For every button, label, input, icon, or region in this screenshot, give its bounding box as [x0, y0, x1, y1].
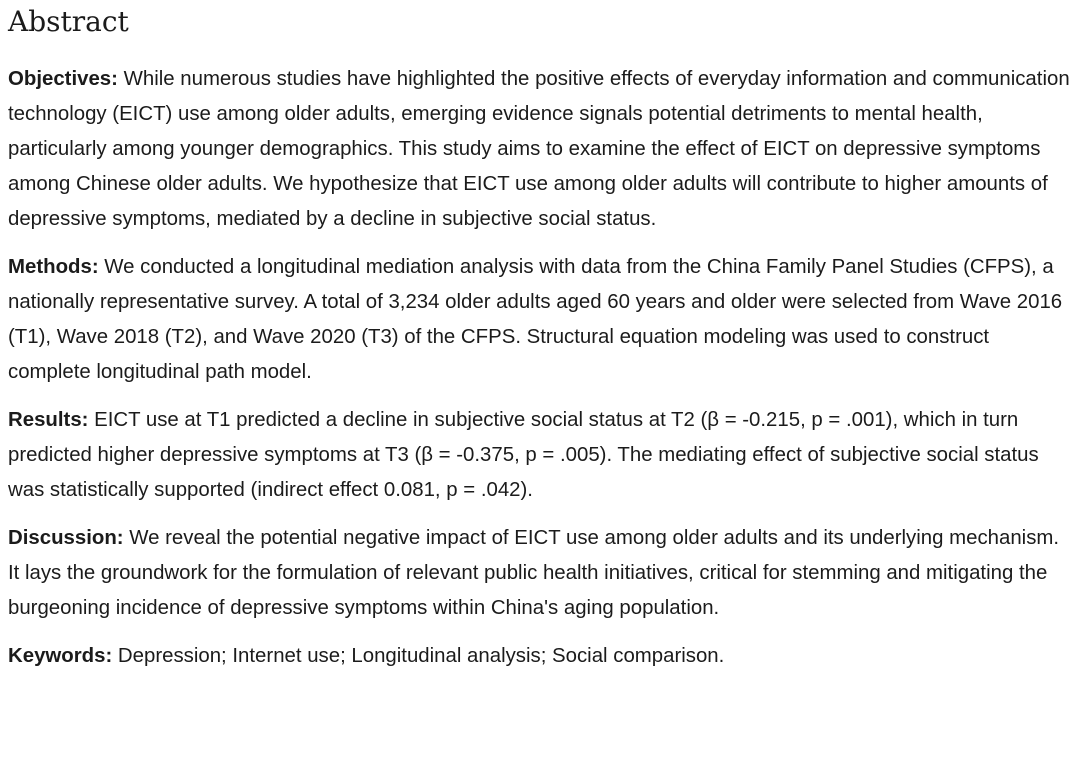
methods-text: We conducted a longitudinal mediation analysis with data from the China Family Panel Studies (CFPS), a nationally representative survey. A total of 3,234 older adults aged 60 years and older were selected from Wave 2016 (T1), Wave 2018 (T2), and Wave 2020 (T3) of the CFPS. Structural equation modeling was used to construct complete longitudinal path model.: [8, 256, 1063, 383]
objectives-paragraph: [8, 62, 1074, 237]
keywords-label: Keywords:: [8, 645, 113, 667]
objectives-label: Objectives:: [8, 68, 118, 90]
results-text: EICT use at T1 predicted a decline in subjective social status at T2 (β = -0.215, p = .001), which in turn predicted higher depressive symptoms at T3 (β = -0.375, p = .005). The mediating effect of subjective social status was statistically supported (indirect effect 0.081, p = .042).: [8, 409, 1039, 501]
discussion-text: We reveal the potential negative impact of EICT use among older adults and its underlying mechanism. It lays the groundwork for the formulation of relevant public health initiatives, critical for stemming and mitigating the burgeoning incidence of depressive symptoms within China's aging population.: [8, 527, 1060, 619]
methods-label: Methods:: [8, 256, 99, 278]
keywords-text: Depression; Internet use; Longitudinal analysis; Social comparison.: [117, 645, 725, 667]
objectives-text: While numerous studies have highlighted the positive effects of everyday information and communication technology (EICT) use among older adults, emerging evidence signals potential detriments to mental health, particularly among younger demographics. This study aims to examine the effect of EICT on depressive symptoms among Chinese older adults. We hypothesize that EICT use among older adults will contribute to higher amounts of depressive symptoms, mediated by a decline in subjective social status.: [8, 68, 1070, 230]
discussion-label: Discussion:: [8, 527, 124, 549]
abstract-heading: Abstract: [8, 5, 129, 38]
discussion-paragraph: [8, 521, 1074, 626]
methods-paragraph: [8, 250, 1074, 390]
results-label: Results:: [8, 409, 89, 431]
results-paragraph: [8, 403, 1074, 508]
keywords-paragraph: [8, 639, 1074, 674]
